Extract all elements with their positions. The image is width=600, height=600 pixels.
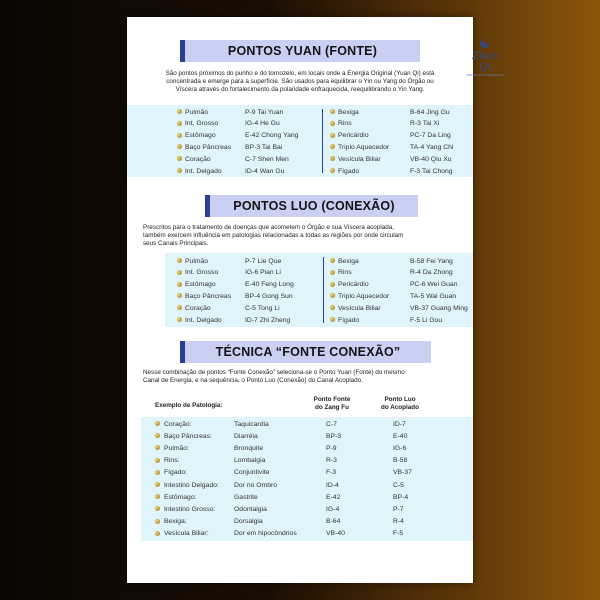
table-row [127, 418, 473, 430]
acupoint-name: ID-4 Wan Gu [245, 167, 285, 175]
table-row [127, 430, 473, 442]
yuan-intro-line: concentrada e emerge para a superfície. São usados para equilibrar o Yin ou Yang do Órgão ou [166, 78, 434, 85]
organ-name: Rins: [164, 457, 180, 465]
organ-name: Pulmão [185, 108, 209, 116]
luo-intro-line: também exercem influência em patologias relacionadas a todas as regiões por onde circulam [143, 232, 404, 239]
bullet-icon [330, 133, 335, 138]
bullet-icon [330, 156, 335, 161]
pathology-name: Lombalgia [234, 457, 266, 465]
bullet-icon [330, 121, 335, 126]
pathology-name: Dorsalgia [234, 518, 263, 526]
organ-name: Intestino Grosso: [164, 505, 216, 513]
luo-point: F-5 [393, 530, 404, 538]
luo-point: ID-7 [393, 420, 406, 428]
fonte-point: BP-3 [326, 432, 342, 440]
fonte-point: IG-4 [326, 505, 340, 513]
bullet-icon [330, 282, 335, 287]
organ-name: Estômago: [164, 493, 197, 501]
organ-name: Baço Pâncreas [185, 292, 232, 300]
bullet-icon [155, 531, 160, 536]
table-row [127, 491, 473, 503]
section-title-yuan: PONTOS YUAN (FONTE) [180, 40, 420, 62]
organ-name: Fígado [338, 316, 360, 324]
table-row [127, 165, 473, 177]
bullet-icon [330, 258, 335, 263]
pathology-name: Conjuntivite [234, 469, 270, 477]
table-row [127, 290, 473, 302]
organ-name: Fígado: [164, 469, 188, 477]
organ-name: Pulmão [185, 257, 209, 265]
acupoint-name: E-42 Chong Yang [245, 132, 299, 140]
organ-name: Bexiga [338, 108, 359, 116]
acupoint-name: F-5 Li Gou [410, 316, 443, 324]
organ-name: Coração [185, 155, 211, 163]
pathology-name: Dor no Ombro [234, 481, 278, 489]
fonte-point: ID-4 [326, 481, 339, 489]
acupoint-name: R-3 Tai Xi [410, 120, 440, 128]
acupoint-name: P-7 Lie Que [245, 257, 282, 265]
section-title-tecnica: TÉCNICA “FONTE CONEXÃO” [180, 341, 431, 363]
luo-intro [143, 224, 465, 248]
luo-intro-line: seus Canais Principais. [143, 240, 209, 247]
column-header-luo-line: do Acoplado [381, 404, 419, 411]
yin-yang-icon: ☯ [479, 36, 491, 51]
organ-name: Intestino Delgado: [164, 481, 219, 489]
table-row [127, 302, 473, 314]
organ-name: Estômago [185, 281, 216, 289]
column-header-fonte-line: Ponto Fonte [313, 396, 351, 403]
acupoint-name: ID-7 Zhi Zheng [245, 316, 291, 324]
acupoint-name: C-5 Tong Li [245, 304, 280, 312]
bullet-icon [155, 470, 160, 475]
organ-name: Fígado [338, 167, 360, 175]
pathology-name: Diarréia [234, 432, 258, 440]
organ-name: Coração: [164, 420, 192, 428]
luo-point: E-40 [393, 432, 408, 440]
fonte-point: VB-40 [326, 530, 345, 538]
fonte-point: B-64 [326, 518, 341, 526]
acupoint-name: TA-4 Yang Chi [410, 143, 454, 151]
luo-point: BP-4 [393, 493, 409, 501]
luo-point: R-4 [393, 518, 404, 526]
bullet-icon [155, 519, 160, 524]
pathology-name: Gastrite [234, 493, 258, 501]
yuan-intro-line: São pontos próximos do punho e do tornozelo, em locais onde a Energia Original (Yuan Qi) está [165, 70, 435, 77]
organ-name: Baço Pâncreas [185, 143, 232, 151]
luo-points-table [127, 255, 473, 329]
table-row [127, 118, 473, 130]
bullet-icon [330, 144, 335, 149]
table-row [127, 141, 473, 153]
organ-name: Coração [185, 304, 211, 312]
organ-name: Triplo Aquecedor [338, 292, 390, 300]
bullet-icon [155, 482, 160, 487]
fonte-point: C-7 [326, 420, 337, 428]
tecnica-intro-line: Canal de Energia, e na sequência, o Ponto Luo (Conexão) do Canal Acoplado. [143, 377, 363, 384]
luo-point: IG-6 [393, 444, 407, 452]
acupoint-name: PC-7 Da Ling [410, 132, 451, 140]
pathology-name: Taquicardia [234, 420, 269, 428]
table-row [127, 130, 473, 142]
yuan-points-table [127, 106, 473, 178]
acupoint-name: R-4 Da Zhong [410, 269, 453, 277]
fonte-point: R-3 [326, 457, 337, 465]
pathology-name: Dor em hipocôndrios [234, 530, 297, 538]
acupoint-name: VB-37 Guang Ming [410, 304, 468, 312]
organ-name: Vesícula Biliar: [164, 530, 209, 538]
yuan-intro-line: Víscera através do fortalecimento da polaridade enfraquecida, reequilibrando o Yin Yang. [175, 86, 425, 93]
bullet-icon [155, 458, 160, 463]
table-row [127, 279, 473, 291]
table-row [127, 479, 473, 491]
bullet-icon [155, 494, 160, 499]
acupoint-name: BP-4 Gong Sun [245, 292, 293, 300]
table-row [127, 442, 473, 454]
luo-point: P-7 [393, 505, 404, 513]
table-row [127, 314, 473, 326]
fonte-point: F-3 [326, 469, 337, 477]
tecnica-table [127, 418, 473, 544]
organ-name: Int. Delgado [185, 167, 222, 175]
organ-name: Bexiga: [164, 518, 187, 526]
table-row [127, 528, 473, 540]
acupoint-name: IG-4 He Gu [245, 120, 280, 128]
organ-name: Vesícula Biliar [338, 155, 381, 163]
table-row [127, 153, 473, 165]
table-row [127, 467, 473, 479]
logo-tagline: TERAPIAS INTEGRATIVAS [466, 73, 504, 77]
bullet-icon [155, 506, 160, 511]
organ-name: Bexiga [338, 257, 359, 265]
organ-name: Pericárdio [338, 132, 369, 140]
logo-text: Zhen Qi [472, 51, 498, 73]
acupoint-name: C-7 Shen Men [245, 155, 289, 163]
organ-name: Int. Grosso [185, 120, 219, 128]
organ-name: Pulmão: [164, 444, 189, 452]
organ-name: Vesícula Biliar [338, 304, 381, 312]
table-row [127, 255, 473, 267]
bullet-icon [330, 109, 335, 114]
organ-name: Rins [338, 269, 352, 277]
table-row [127, 106, 473, 118]
table-row [127, 455, 473, 467]
column-header-fonte-line: do Zang Fu [315, 404, 349, 411]
organ-name: Baço Pâncreas: [164, 432, 212, 440]
table-row [127, 516, 473, 528]
bullet-icon [155, 421, 160, 426]
acupoint-name: PC-6 Wei Guan [410, 281, 458, 289]
organ-name: Rins [338, 120, 352, 128]
acupoint-name: VB-40 Qiu Xu [410, 155, 452, 163]
fonte-point: E-42 [326, 493, 341, 501]
bullet-icon [155, 433, 160, 438]
pathology-name: Odontalgia [234, 505, 267, 513]
acupoint-name: IG-6 Pian Li [245, 269, 281, 277]
bullet-icon [330, 293, 335, 298]
table-row [127, 267, 473, 279]
acupoint-name: F-3 Tai Chong [410, 167, 453, 175]
acupoint-name: BP-3 Tai Bai [245, 143, 283, 151]
organ-name: Int. Grosso [185, 269, 219, 277]
luo-point: B-58 [393, 457, 408, 465]
table-row [127, 503, 473, 515]
organ-name: Int. Delgado [185, 316, 222, 324]
column-header-example: Exemplo de Patologia: [155, 402, 223, 409]
pathology-name: Bronquite [234, 444, 264, 452]
luo-intro-line: Prescritos para o tratamento de doenças que acometem o Órgão e sua Víscera acoplada, [143, 224, 394, 231]
zhen-qi-logo [465, 36, 505, 77]
column-header-fonte [303, 396, 361, 412]
acupoint-name: TA-5 Wai Guan [410, 292, 457, 300]
organ-name: Triplo Aquecedor [338, 143, 390, 151]
organ-name: Pericárdio [338, 281, 369, 289]
acupoint-name: E-40 Feng Long [245, 281, 294, 289]
bullet-icon [330, 305, 335, 310]
bullet-icon [155, 445, 160, 450]
acupoint-name: B-58 Fei Yang [410, 257, 453, 265]
yuan-intro [135, 70, 465, 94]
bullet-icon [330, 270, 335, 275]
bullet-icon [330, 317, 335, 322]
section-title-luo: PONTOS LUO (CONEXÃO) [205, 195, 418, 217]
acupoint-name: P-9 Tai Yuan [245, 108, 284, 116]
bullet-icon [330, 168, 335, 173]
acupoint-name: B-64 Jing Gu [410, 108, 450, 116]
column-header-luo [369, 396, 431, 412]
organ-name: Estômago [185, 132, 216, 140]
tecnica-intro-line: Nesse combinação de pontos “Fonte Conexão” seleciona-se o Ponto Yuan (Fonte) do mesmo [143, 369, 405, 376]
luo-point: C-5 [393, 481, 404, 489]
document-page [127, 17, 504, 583]
luo-point: VB-37 [393, 469, 412, 477]
tecnica-intro [143, 369, 465, 385]
column-header-luo-line: Ponto Luo [384, 396, 416, 403]
fonte-point: P-9 [326, 444, 337, 452]
